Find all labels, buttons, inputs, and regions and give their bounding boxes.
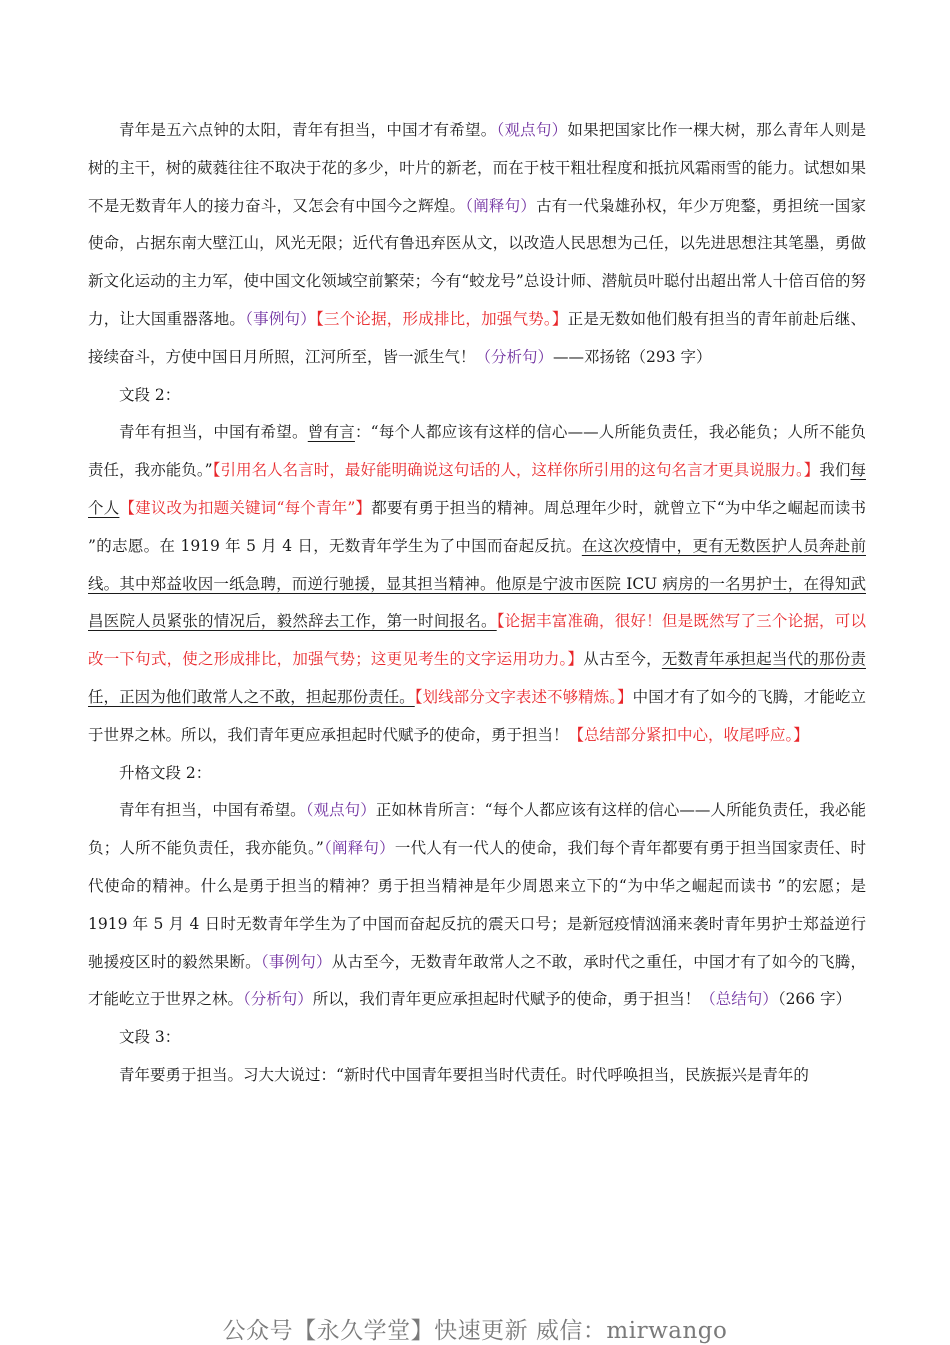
sentence: 如果把国家比作一棵大树，那么青年人则是树的主干，树的葳蕤往往不取决于花的多少，叶片的新老，而在于枝干粗壮程度和抵抗风霜雨雪的能力。试想如果不是无数青年人的接力奋斗，又怎会有中国今之辉煌。 bbox=[88, 121, 866, 215]
sentence: 一代人有一代人的使命，我们每个青年都要有勇于担当国家责任、时代使命的精神。什么是勇于担当的精神？勇于担当精神是年少周恩来立下的“为中华之崛起而读书 ”的宏愿；是 1919 年 5 月 4 日时无数青年学生为了中国而奋起反抗的震天口号；是新冠疫情汹涌来袭时青年男护士郑益逆行驰援疫区时的毅然果断。 bbox=[88, 839, 866, 971]
paragraph-4 bbox=[88, 1057, 866, 1095]
underlined-text: 每个人 bbox=[88, 461, 866, 517]
sentence: 从古至今， bbox=[583, 650, 662, 669]
underlined-text: 在这次疫情中，更有无数医护人员奔赴前线。其中郑益收因一纸急聘，而逆行驰援，显其担当精神。他原是宁波市医院 ICU 病房的一名男护士，在得知武昌医院人员紧张的情况后，毅然辞去工作，第一时间报名。 bbox=[88, 536, 866, 631]
section-label-4: 文段 3： bbox=[119, 1028, 181, 1047]
word-count: （266 字） bbox=[777, 990, 852, 1009]
sentence: 青年是五六点钟的太阳，青年有担当，中国才有希望。 bbox=[119, 121, 497, 139]
tag-viewpoint: （观点句） bbox=[305, 801, 376, 820]
sentence: 中国才有了如今的飞腾，才能屹立于世界之林。所以，我们青年更应承担起时代赋予的使命，勇于担当！ bbox=[88, 687, 866, 744]
sentence: 青年要勇于担当。习大大说过：“新时代中国青年要担当时代责任。时代呼唤担当，民族振兴是青年的 bbox=[119, 1065, 809, 1084]
sentence: 从古至今，无数青年敢常人之不敢，承时代之重任，中国才有了如今的飞腾，才能屹立于世界之林。 bbox=[88, 952, 866, 1009]
sentence: 所以，我们青年更应承担起时代赋予的使命，勇于担当！ bbox=[312, 990, 701, 1009]
comment: 【总结部分紧扣中心，收尾呼应。】 bbox=[568, 725, 809, 744]
sentence: 正是无数如他们般有担当的青年前赴后继、接续奋斗，方使中国日月所照，江河所至，皆一派生气！ bbox=[88, 309, 866, 366]
author-credit: ——邓扬铭（293 字） bbox=[553, 347, 712, 366]
tag-summary: （总结句） bbox=[700, 990, 778, 1009]
comment: 【建议改为扣题关键词“每个青年”】 bbox=[119, 498, 372, 517]
underlined-text: 无数青年承担起当代的那份责任，正因为他们敢常人之不敢，担起那份责任。 bbox=[88, 650, 866, 706]
comment: 【论据丰富准确，很好！但是既然写了三个论据，可以改一下句式，使之形成排比，加强气势；这更见考生的文字运用功力。】 bbox=[88, 612, 866, 669]
tag-viewpoint: （观点句） bbox=[496, 121, 568, 139]
sentence: 青年有担当，中国有希望。 bbox=[119, 801, 306, 820]
footer-watermark: 公众号【永久学堂】快速更新 威信：mirwango bbox=[222, 1318, 728, 1344]
comment: 【引用名人名言时，最好能明确说这句话的人，这样你所引用的这句名言才更具说服力。】 bbox=[212, 461, 820, 480]
document-body bbox=[88, 112, 866, 1095]
tag-analysis: （分析句） bbox=[243, 990, 313, 1009]
comment: 【划线部分文字表述不够精炼。】 bbox=[414, 687, 633, 706]
sentence: 青年有担当，中国有希望。 bbox=[119, 423, 308, 442]
tag-analysis: （分析句） bbox=[475, 347, 554, 366]
sentence: ：“每个人都应该有这样的信心——人所能负责任，我必能负；人所不能负责任，我亦能负。” bbox=[88, 423, 866, 480]
tag-example: （事例句） bbox=[245, 309, 316, 328]
section-label-2: 文段 2： bbox=[119, 385, 181, 404]
underlined-text: 曾有言 bbox=[307, 423, 355, 442]
sentence: 正如林肯所言：“每个人都应该有这样的信心——人所能负责任，我必能负；人所不能负责任，我亦能负。” bbox=[88, 801, 866, 858]
sentence: 古有一代枭雄孙权，年少万兜鍪，勇担统一国家使命，占据东南大壁江山，风光无限；近代有鲁迅弃医从文，以改造人民思想为己任，以先进思想注其笔墨，勇做新文化运动的主力军，使中国文化领域空前繁荣；今有“蛟龙号”总设计师、潜航员叶聪付出超出常人十倍百倍的努力，让大国重器落地。 bbox=[88, 196, 866, 328]
sentence: 都要有勇于担当的精神。周总理年少时，就曾立下“为中华之崛起而读书 ”的志愿。在 1919 年 5 月 4 日，无数青年学生为了中国而奋起反抗。 bbox=[88, 498, 866, 555]
paragraph-1 bbox=[88, 112, 866, 377]
paragraph-3 bbox=[88, 792, 866, 1019]
section-label-3: 升格文段 2： bbox=[119, 763, 212, 782]
paragraph-2 bbox=[88, 414, 866, 754]
sentence: 我们 bbox=[819, 461, 851, 480]
tag-explanation: （阐释句） bbox=[465, 196, 537, 215]
comment: 【三个论据，形成排比，加强气势。】 bbox=[315, 309, 568, 328]
tag-explanation: （阐释句） bbox=[323, 839, 395, 858]
tag-example: （事例句） bbox=[260, 952, 332, 971]
